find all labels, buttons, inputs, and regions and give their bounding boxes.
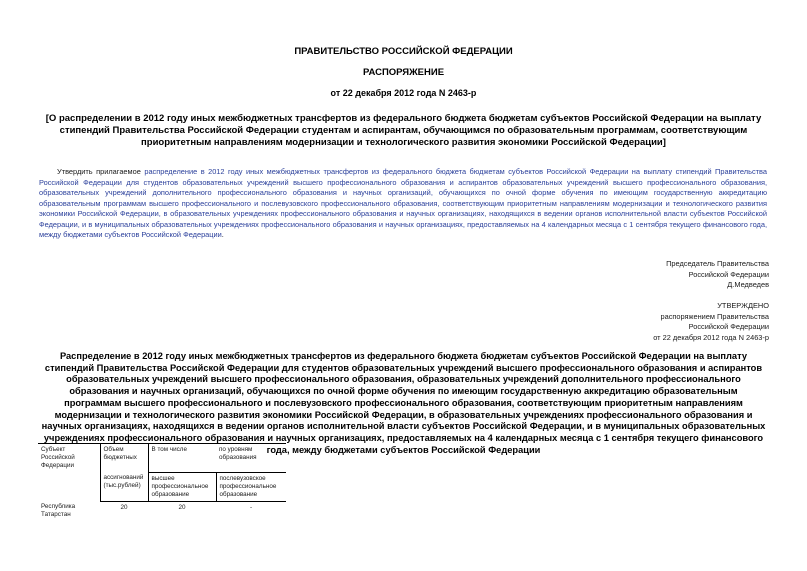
cell-subject: Республика Татарстан [41, 503, 76, 518]
document-date-number: от 22 декабря 2012 года N 2463-р [330, 88, 477, 98]
approval-line-order: распоряжением Правительства [660, 311, 769, 321]
document-type: РАСПОРЯЖЕНИЕ [362, 67, 445, 78]
distribution-table [38, 443, 286, 521]
signature-line-country: Российской Федерации [688, 269, 769, 279]
order-lead: Утвердить прилагаемое [57, 167, 141, 176]
approval-line-country: Российской Федерации [688, 322, 769, 332]
approval-line-date: от 22 декабря 2012 года N 2463-р [653, 332, 769, 342]
order-paragraph [39, 167, 767, 241]
document-subject: [О распределении в 2012 году иных межбюджетных трансфертов из федерального бюджета бюджетам субъектов Российской Федерации на выплату стипендий Правительства Российской Федерации студентам и аспирантам, обучающимся по образовательным программам, соответствующим приоритетным направлениям модернизации и технологического развития экономики Российской Федерации] [45, 113, 762, 148]
header-higher: высшее профессиональное образование [148, 472, 216, 501]
signature-block [666, 259, 769, 291]
distribution-title: Распределение в 2012 году иных межбюджетных трансфертов из федерального бюджета бюджетам субъектов Российской Федерации на выплату стипендий Правительства Российской Федерации для студентов образовательных учреждений высшего профессионального образования и аспирантов образовательных учреждений высшего профессионального образования, образовательных учреждений дополнительного профессионального образования и научных организаций, обучающихся по очной форме обучения по имеющим государственную аккредитацию образовательным программам высшего профессионального и послевузовского профессионального образования, соответствующим приоритетным направлениям модернизации и технологического развития экономики Российской Федерации, в образовательных учреждениях профессионального образования и научных организациях, находящихся в ведении органов исполнительной власти субъектов Российской Федерации, и в муниципальных образовательных учреждениях профессионального образования и научных организациях, предоставляемых на 4 календарных месяца с 1 сентября текущего финансового года, между бюджетами субъектов Российской Федерации [41, 351, 766, 455]
cell-volume: 20 [120, 503, 128, 511]
approval-block [653, 301, 769, 343]
order-tail: . [221, 230, 224, 239]
cell-postgrad: - [249, 503, 253, 511]
header-volume-unit: ассигнований (тыс.рублей) [100, 472, 148, 501]
distribution-link[interactable]: распределение в 2012 году иных межбюджетных трансфертов из федерального бюджета бюджетам субъектов Российской Федерации на выплату стипендий Правительства Российской Федерации для студентов образовательных учреждений высшего профессионального образования и аспирантов образовательных учреждений высшего профессионального образования, образовательных учреждений дополнительного профессионального образования и научных организаций, обучающихся по очной форме обучения по имеющим государственную аккредитацию образовательным программам высшего профессионального и послевузовского профессионального образования, соответствующим приоритетным направлениям модернизации и технологического развития экономики Российской Федерации, в образовательных учреждениях профессионального образования и научных организациях, находящихся в ведении органов исполнительной власти субъектов Российской Федерации, и в муниципальных образовательных учреждениях профессионального образования и научных организациях, предоставляемых на 4 календарных месяца с 1 сентября текущего финансового года, между бюджетами субъектов Российской Федерации [39, 167, 767, 239]
header-including: В том числе [148, 444, 216, 473]
signature-line-position: Председатель Правительства [666, 259, 769, 268]
header-postgrad: послевузовское профессиональное образование [216, 472, 286, 501]
cell-higher: 20 [178, 503, 186, 511]
header-subject: Субъект Российской Федерации [38, 444, 100, 502]
signature-line-name: Д.Медведев [727, 280, 769, 290]
header-by-levels: по уровням образования [216, 444, 286, 473]
government-header: ПРАВИТЕЛЬСТВО РОССИЙСКОЙ ФЕДЕРАЦИИ [294, 46, 513, 57]
header-volume: Объем бюджетных [100, 444, 148, 473]
approval-stamp: УТВЕРЖДЕНО [717, 301, 769, 310]
table-header-row [38, 444, 286, 473]
table-row [38, 501, 286, 521]
